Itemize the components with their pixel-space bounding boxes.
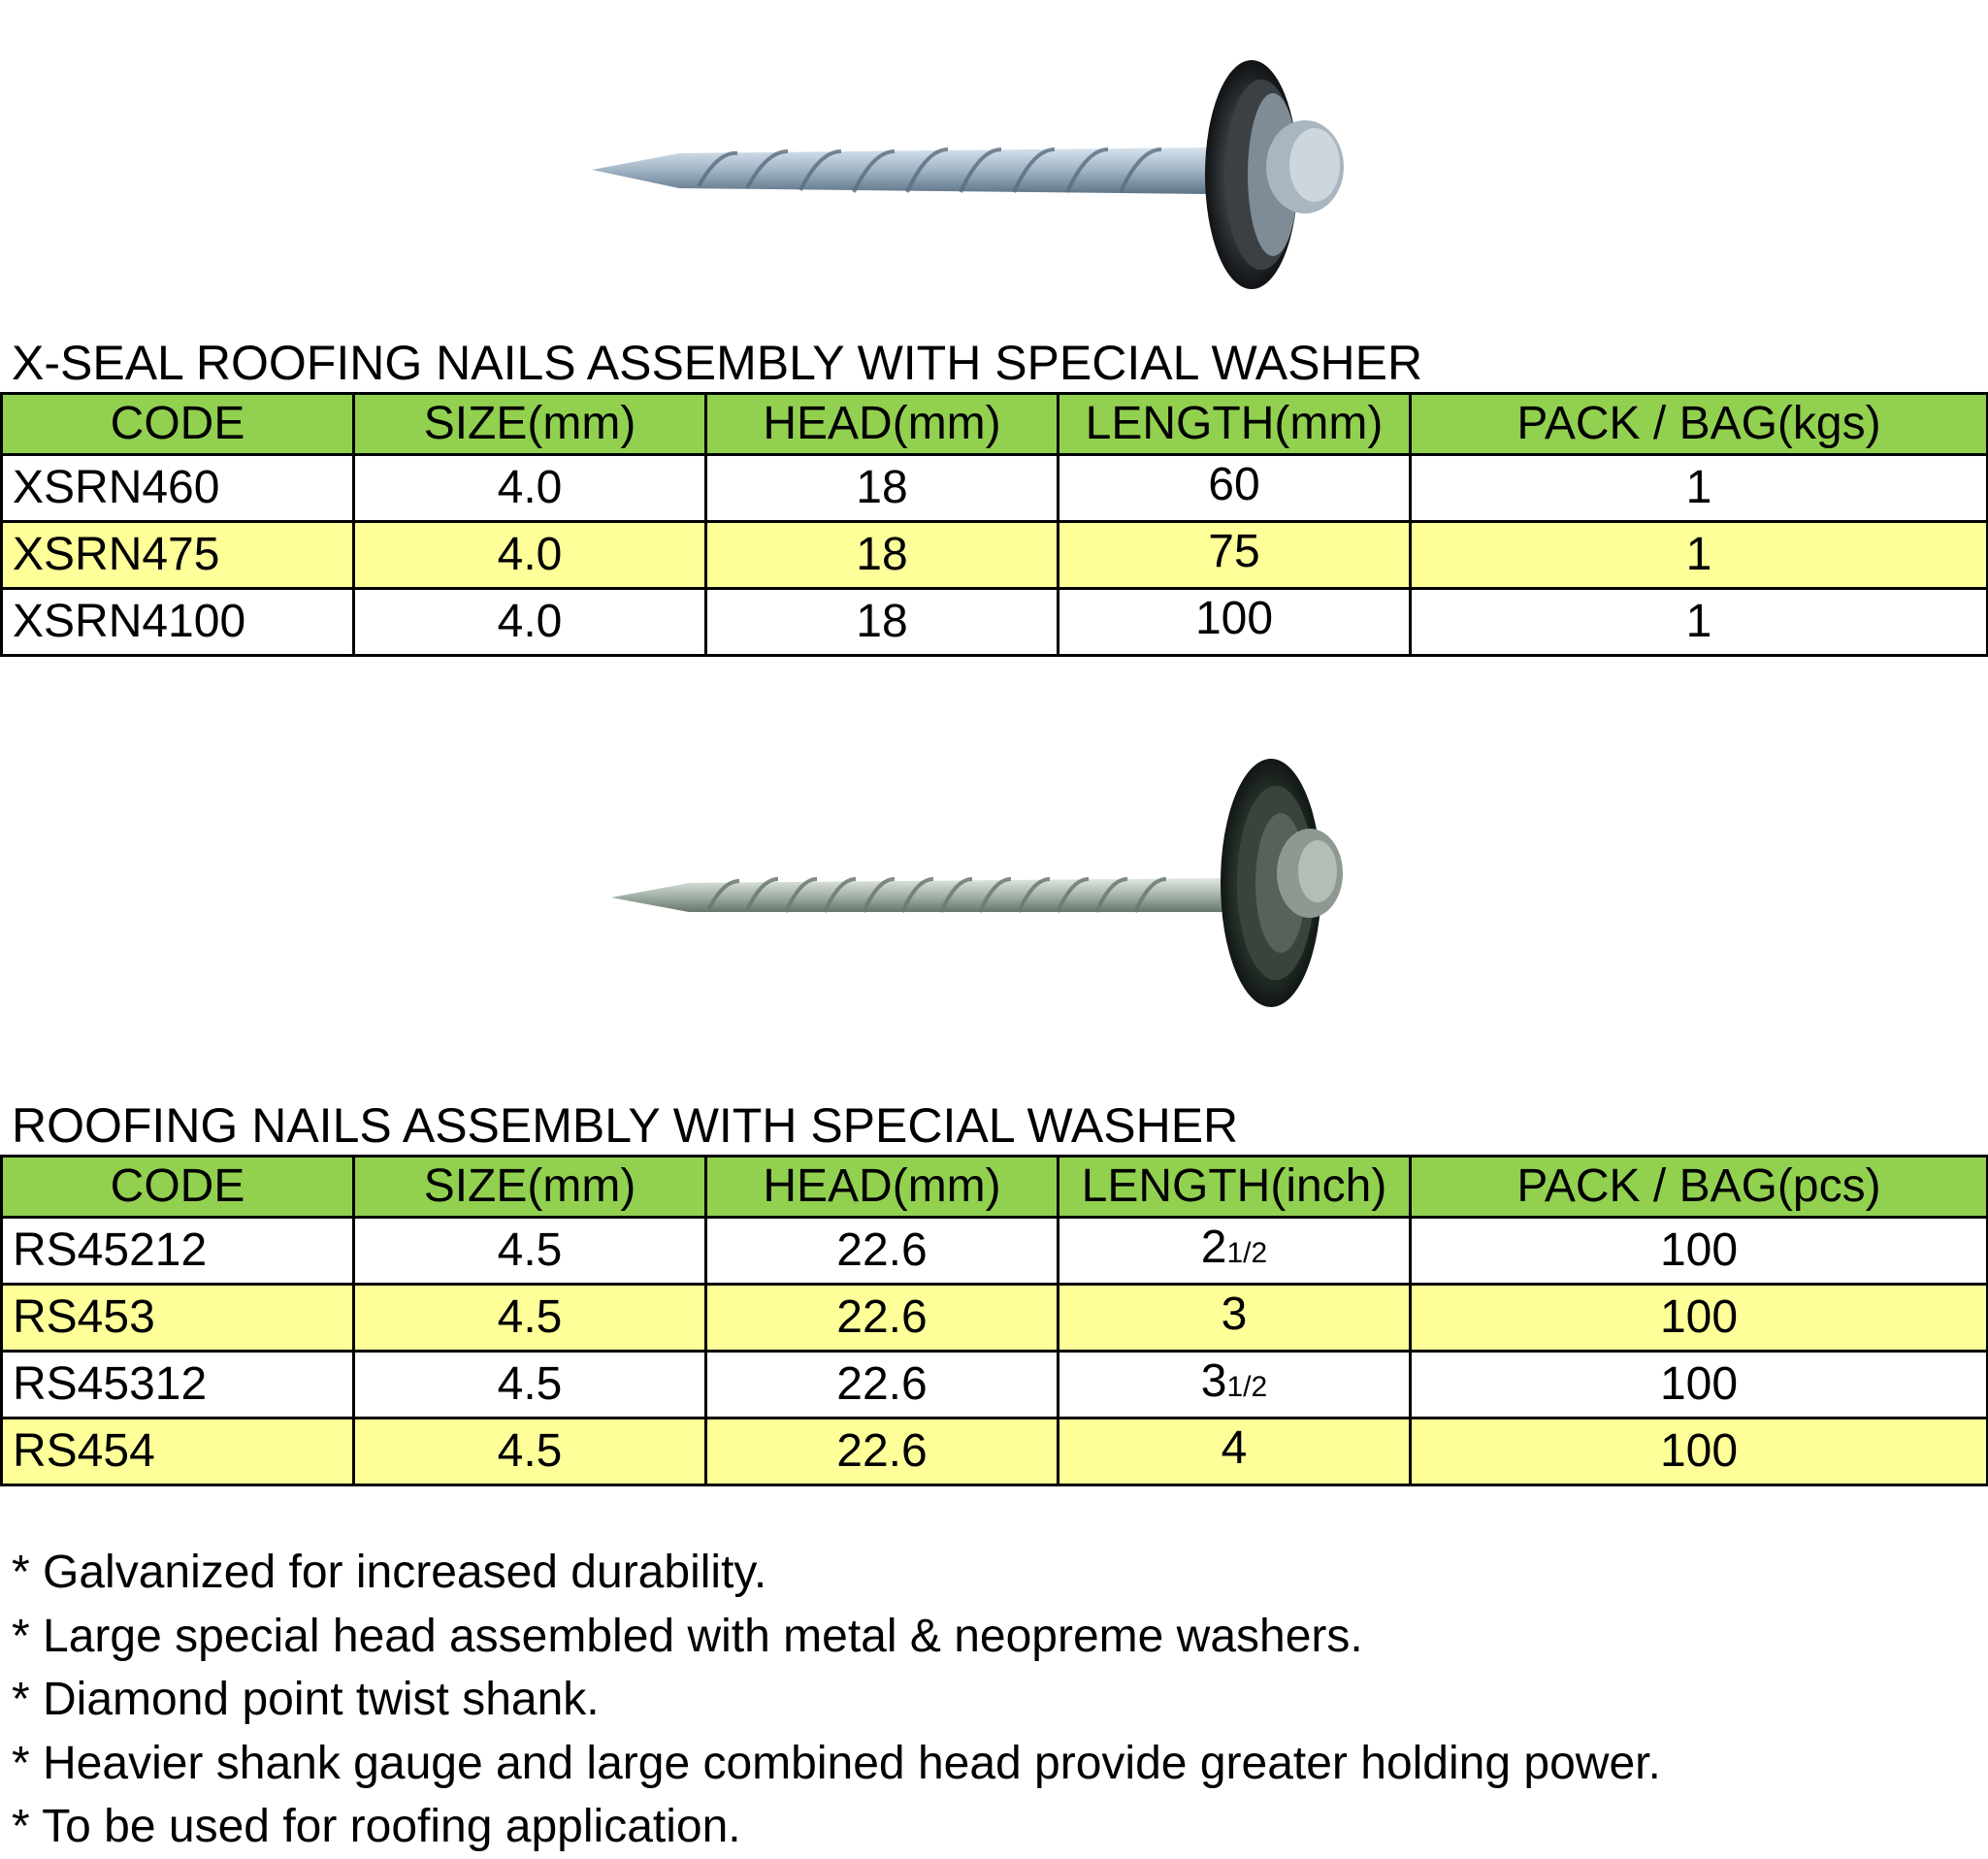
length-whole: 4 [1221,1422,1248,1474]
table-header-row [2,1157,1988,1218]
length-cell [1059,1419,1411,1485]
head-cell: 22.6 [706,1352,1059,1419]
feature-list [12,1541,1661,1859]
table-row [2,1352,1988,1419]
head-cell: 22.6 [706,1285,1059,1352]
size-cell: 4.5 [354,1285,706,1352]
pack-cell: 100 [1411,1419,1988,1485]
code-cell: RS454 [2,1419,354,1485]
column-header: SIZE(mm) [354,1157,706,1218]
feature-item: * Diamond point twist shank. [12,1674,600,1725]
code-cell: XSRN475 [2,522,354,589]
column-header: LENGTH(inch) [1059,1157,1411,1218]
pack-cell: 1 [1411,589,1988,656]
code-cell: XSRN460 [2,455,354,522]
length-cell [1059,1352,1411,1419]
feature-item: * To be used for roofing application. [12,1801,741,1852]
pack-cell: 100 [1411,1285,1988,1352]
table-row [2,1419,1988,1485]
code-cell: RS45212 [2,1218,354,1285]
table-row [2,522,1988,589]
table-row [2,455,1988,522]
pack-cell: 100 [1411,1218,1988,1285]
feature-item: * Galvanized for increased durability. [12,1547,767,1598]
head-cell: 18 [706,455,1059,522]
column-header: CODE [2,394,354,455]
column-header: CODE [2,1157,354,1218]
table-row [2,1218,1988,1285]
size-cell: 4.0 [354,522,706,589]
size-cell: 4.0 [354,589,706,656]
length-fraction: 1/2 [1226,1237,1268,1269]
column-header: SIZE(mm) [354,394,706,455]
length-cell [1059,1218,1411,1285]
column-header: LENGTH(mm) [1059,394,1411,455]
table-header-row [2,394,1988,455]
x-seal-roofing-nail-image [582,39,1378,320]
length-fraction: 1/2 [1226,1371,1268,1403]
roofing-nail-with-washer-image [602,757,1378,1038]
length-whole: 3 [1221,1288,1248,1340]
pack-cell: 1 [1411,522,1988,589]
length-whole: 2 [1200,1222,1227,1273]
length-cell [1059,1285,1411,1352]
length-cell [1059,455,1411,522]
section-title: X-SEAL ROOFING NAILS ASSEMBLY WITH SPECIAL WASHER [12,336,1423,390]
length-whole: 3 [1200,1355,1227,1407]
feature-item: * Heavier shank gauge and large combined head provide greater holding power. [12,1737,1661,1789]
length-whole: 100 [1194,593,1274,644]
size-cell: 4.5 [354,1352,706,1419]
head-cell: 22.6 [706,1218,1059,1285]
size-cell: 4.0 [354,455,706,522]
column-header: HEAD(mm) [706,394,1059,455]
code-cell: RS45312 [2,1352,354,1419]
spec-table [0,1155,1988,1486]
spec-table [0,392,1988,657]
code-cell: RS453 [2,1285,354,1352]
length-cell [1059,522,1411,589]
head-cell: 18 [706,522,1059,589]
head-cell: 18 [706,589,1059,656]
feature-item: * Large special head assembled with metal & neopreme washers. [12,1610,1363,1662]
column-header: PACK / BAG(pcs) [1411,1157,1988,1218]
pack-cell: 100 [1411,1352,1988,1419]
pack-cell: 1 [1411,455,1988,522]
table-row [2,589,1988,656]
size-cell: 4.5 [354,1419,706,1485]
section-title: ROOFING NAILS ASSEMBLY WITH SPECIAL WASHER [12,1098,1239,1153]
size-cell: 4.5 [354,1218,706,1285]
column-header: HEAD(mm) [706,1157,1059,1218]
table-row [2,1285,1988,1352]
column-header: PACK / BAG(kgs) [1411,394,1988,455]
length-whole: 60 [1208,459,1260,510]
length-cell [1059,589,1411,656]
length-whole: 75 [1208,526,1260,577]
head-cell: 22.6 [706,1419,1059,1485]
code-cell: XSRN4100 [2,589,354,656]
